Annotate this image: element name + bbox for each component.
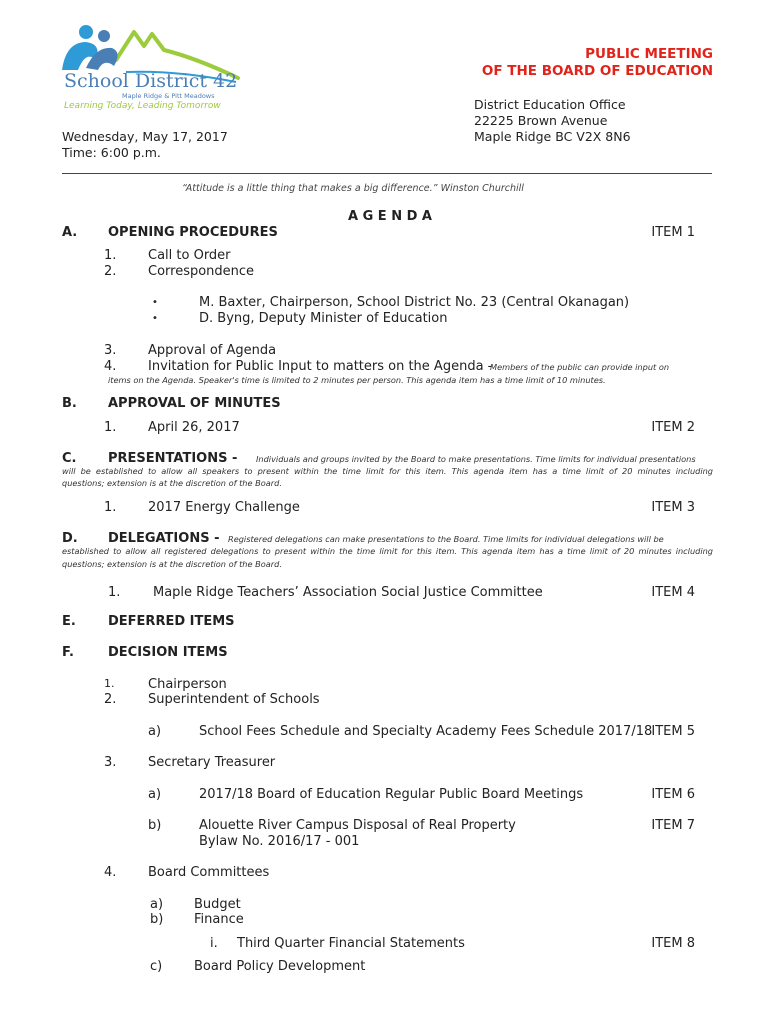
logo-name: School District 42 [64, 70, 238, 92]
quote: “Attitude is a little thing that makes a big difference.” Winston Churchill [182, 183, 524, 194]
a1-number: 1. [104, 248, 117, 263]
f4bi-number: i. [210, 936, 218, 951]
meeting-date: Wednesday, May 17, 2017 [62, 129, 228, 144]
section-f-title: DECISION ITEMS [108, 645, 228, 660]
section-f-letter: F. [62, 645, 74, 660]
logo-subtitle: Maple Ridge & Pitt Meadows [122, 92, 215, 100]
f3-text: Secretary Treasurer [148, 755, 276, 770]
section-d-item: ITEM 4 [651, 585, 695, 600]
title-line-1: PUBLIC MEETING [585, 46, 713, 62]
c1-number: 1. [104, 500, 117, 515]
a4-text: Invitation for Public Input to matters on the Agenda - [148, 359, 493, 374]
section-c-item: ITEM 3 [651, 500, 695, 515]
c-note-3: questions; extension is at the discretion of the Board. [62, 478, 282, 488]
section-b-letter: B. [62, 396, 77, 411]
f2a-text: School Fees Schedule and Specialty Academy Fees Schedule 2017/18 [199, 724, 653, 739]
f4b-text: Finance [194, 912, 244, 927]
section-d-title: DELEGATIONS - [108, 531, 220, 546]
d-note-3: questions; extension is at the discretion of the Board. [62, 559, 282, 569]
f3b-text-2: Bylaw No. 2016/17 - 001 [199, 834, 360, 849]
c1-text: 2017 Energy Challenge [148, 500, 300, 515]
a1-text: Call to Order [148, 248, 231, 263]
f4bi-text: Third Quarter Financial Statements [237, 936, 465, 951]
address-line-3: Maple Ridge BC V2X 8N6 [474, 129, 631, 144]
f3b-item: ITEM 7 [651, 818, 695, 833]
f1-text: Chairperson [148, 677, 227, 692]
a2-bullet-2: D. Byng, Deputy Minister of Education [199, 311, 448, 326]
section-a-title: OPENING PROCEDURES [108, 225, 278, 240]
f2a-item: ITEM 5 [651, 724, 695, 739]
f4b-number: b) [150, 912, 164, 927]
a2-bullet-1: M. Baxter, Chairperson, School District No. 23 (Central Okanagan) [199, 295, 630, 310]
a4-note: Members of the public can provide input on [490, 362, 670, 372]
a3-number: 3. [104, 343, 117, 358]
bullet-icon: • [152, 313, 158, 324]
f3b-text: Alouette River Campus Disposal of Real Property [199, 818, 516, 833]
b1-text: April 26, 2017 [148, 420, 240, 435]
f2a-number: a) [148, 724, 162, 739]
agenda-title: A G E N D A [348, 209, 432, 224]
c-note-1: Individuals and groups invited by the Board to make presentations. Time limits for individual presentations [256, 454, 696, 464]
f4bi-item: ITEM 8 [651, 936, 695, 951]
section-c-title: PRESENTATIONS - [108, 451, 238, 466]
f4-number: 4. [104, 865, 117, 880]
d-note-2: established to allow all registered delegations to present within the time limit for this item. This agenda item has a time limit of 20 minutes including [62, 546, 713, 556]
d-note-1: Registered delegations can make presentations to the Board. Time limits for individual delegations will be [228, 534, 664, 544]
f4a-text: Budget [194, 897, 241, 912]
f4a-number: a) [150, 897, 164, 912]
f3-number: 3. [104, 755, 117, 770]
section-a-letter: A. [62, 225, 78, 240]
f3b-number: b) [148, 818, 162, 833]
f2-number: 2. [104, 692, 117, 707]
title-line-2: OF THE BOARD OF EDUCATION [481, 63, 713, 79]
bullet-icon: • [152, 297, 158, 308]
b1-number: 1. [104, 420, 117, 435]
section-d-letter: D. [62, 531, 78, 546]
f4c-text: Board Policy Development [194, 959, 366, 974]
section-b-item: ITEM 2 [651, 420, 695, 435]
address-line-2: 22225 Brown Avenue [474, 113, 608, 128]
f2-text: Superintendent of Schools [148, 692, 320, 707]
header-divider [62, 173, 712, 174]
section-b-title: APPROVAL OF MINUTES [108, 396, 281, 411]
f4-text: Board Committees [148, 865, 270, 880]
section-e-letter: E. [62, 614, 76, 629]
a3-text: Approval of Agenda [148, 343, 277, 358]
d1-text: Maple Ridge Teachers’ Association Social Justice Committee [153, 585, 543, 600]
section-c-letter: C. [62, 451, 77, 466]
logo-tagline: Learning Today, Leading Tomorrow [64, 101, 221, 111]
d1-number: 1. [108, 585, 121, 600]
section-a-item: ITEM 1 [651, 225, 695, 240]
f3a-number: a) [148, 787, 162, 802]
f3a-item: ITEM 6 [651, 787, 695, 802]
c-note-2: will be established to allow all speakers to present within the time limit for this item. This agenda item has a time limit of 20 minutes including [62, 466, 713, 476]
f1-number: 1. [104, 677, 115, 690]
section-e-title: DEFERRED ITEMS [108, 614, 235, 629]
a4-note-2: items on the Agenda. Speaker's time is limited to 2 minutes per person. This agenda item has a time limit of 10 minutes. [108, 375, 606, 385]
a4-number: 4. [104, 359, 117, 374]
a2-text: Correspondence [148, 264, 255, 279]
address-line-1: District Education Office [474, 97, 626, 112]
a2-number: 2. [104, 264, 117, 279]
f3a-text: 2017/18 Board of Education Regular Public Board Meetings [199, 787, 584, 802]
district-logo [56, 20, 246, 120]
meeting-time: Time: 6:00 p.m. [62, 145, 161, 160]
f4c-number: c) [150, 959, 163, 974]
